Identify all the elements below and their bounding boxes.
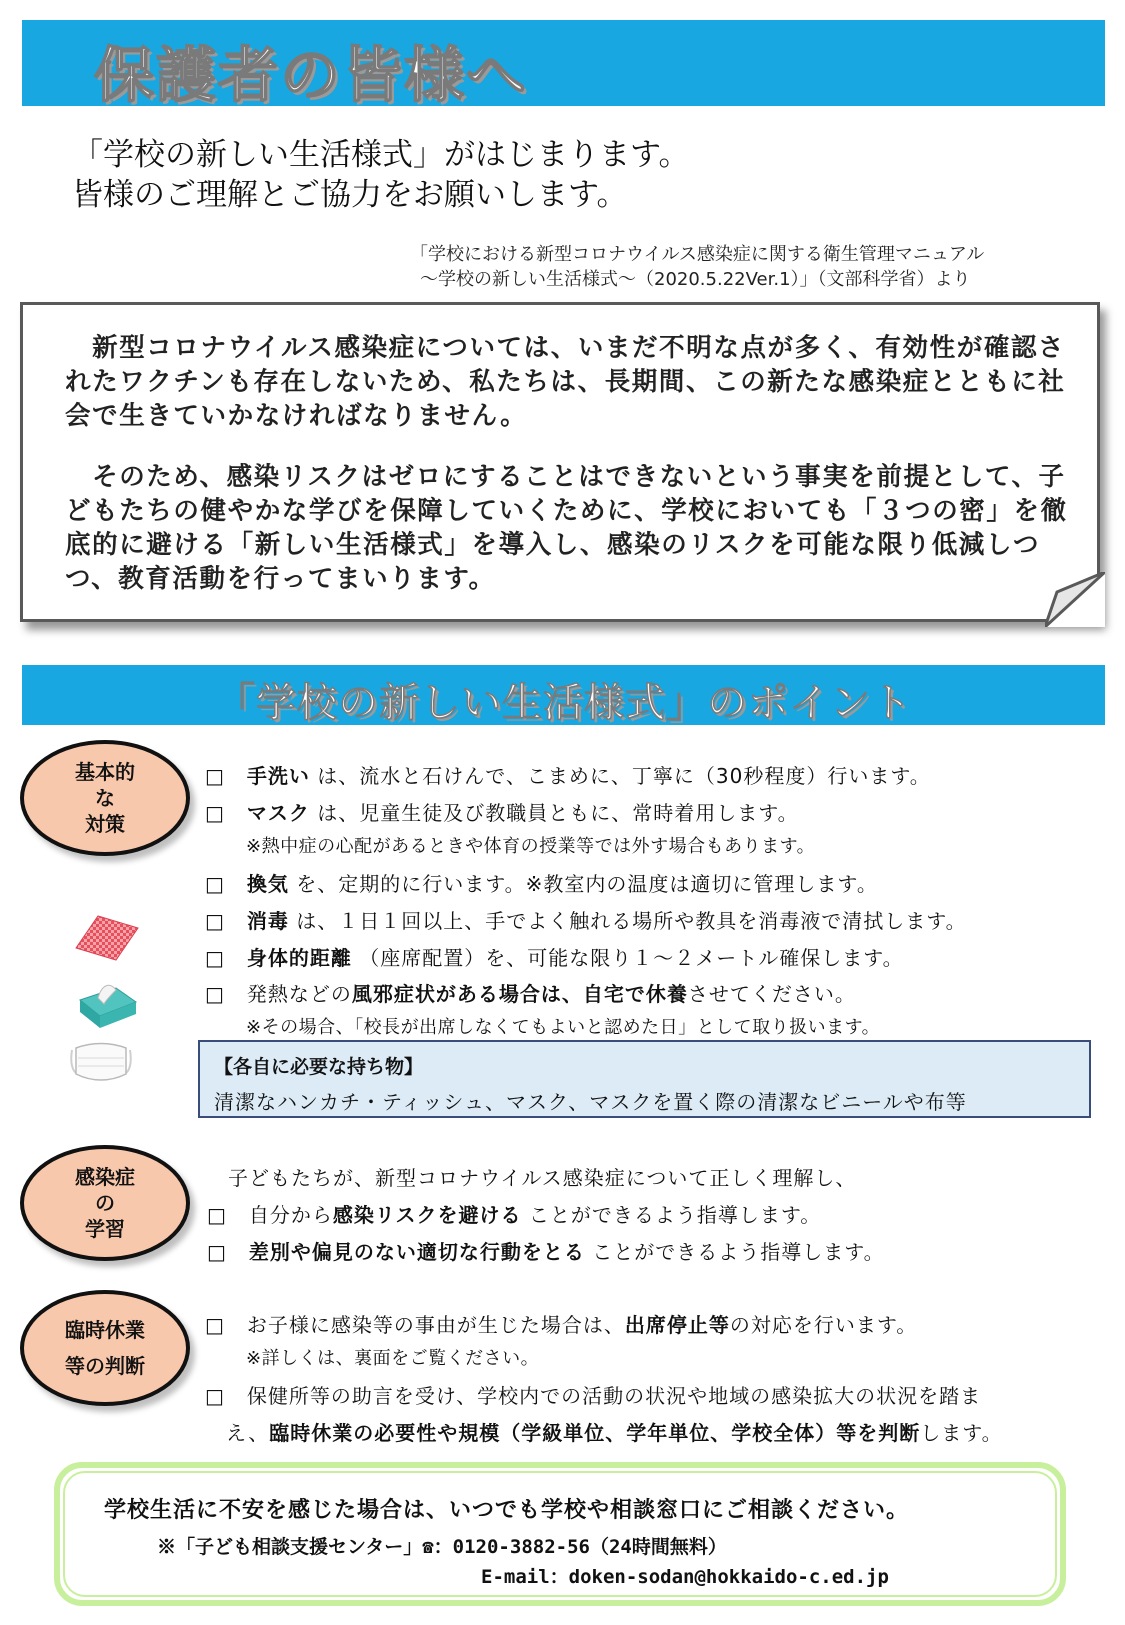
contact-phone: ※「子ども相談支援センター」☎：0120-3882-56（24時間無料） xyxy=(157,1536,727,1558)
required-items-box xyxy=(198,1040,1091,1118)
checkbox-icon: □ xyxy=(205,1384,225,1408)
contact-email: E-mail：doken-sodan@hokkaido-c.ed.jp xyxy=(481,1566,889,1588)
header-banner xyxy=(22,20,1105,111)
points-title: 「学校の新しい生活様式」のポイント xyxy=(215,680,912,726)
closure-item-2: □ 保健所等の助言を受け、学校内での活動の状況や地域の感染拡大の状況を踏ま xyxy=(205,1384,982,1408)
disinfection-item: □ 消毒 は、１日１回以上、手でよく触れる場所や教具を消毒液で清拭します。 xyxy=(205,909,967,933)
contact-message: 学校生活に不安を感じた場合は、いつでも学校や相談窓口にご相談ください。 xyxy=(104,1498,910,1523)
checkbox-icon: □ xyxy=(205,1313,225,1337)
points-banner xyxy=(22,665,1105,725)
page-curl-icon xyxy=(1045,572,1105,627)
basic-measures-label: 基本的 な 対策 xyxy=(20,740,190,856)
closure-item-1: □ お子様に感染等の事由が生じた場合は、出席停止等の対応を行います。 xyxy=(205,1313,918,1337)
tissue-box-icon xyxy=(76,978,140,1030)
checkbox-icon: □ xyxy=(207,1203,227,1227)
fever-item: □ 発熱などの風邪症状がある場合は、自宅で休養させてください。 xyxy=(205,982,856,1006)
ventilation-item: □ 換気 を、定期的に行います。※教室内の温度は適切に管理します。 xyxy=(205,872,878,896)
message-box xyxy=(20,302,1100,622)
checkbox-icon: □ xyxy=(205,764,225,788)
closure-note: ※詳しくは、裏面をご覧ください。 xyxy=(246,1348,540,1369)
message-paragraph-2: そのため、感染リスクはゼロにすることはできないという事実を前提として、子どもたちの健やかな学びを保障していくために、学校においても「３つの密」を徹底的に避ける「新しい生活様式」を導入し、感染のリスクを可能な限り低減しつつ、教育活動を行ってまいります。 xyxy=(65,462,1068,594)
learning-intro: 子どもたちが、新型コロナウイルス感染症について正しく理解し、 xyxy=(228,1166,857,1190)
handkerchief-icon xyxy=(72,912,142,964)
message-paragraph-1: 新型コロナウイルス感染症については、いまだ不明な点が多く、有効性が確認されたワクチンも存在しないため、私たちは、長期間、この新たな感染症とともに社会で生きていかなければなりません。 xyxy=(65,333,1066,431)
checkbox-icon: □ xyxy=(205,872,225,896)
checkbox-icon: □ xyxy=(205,946,225,970)
mask-item: □ マスク は、児童生徒及び教職員ともに、常時着用します。 xyxy=(205,801,799,825)
fever-note: ※その場合、「校長が出席しなくてもよいと認めた日」として取り扱います。 xyxy=(246,1017,881,1038)
learning-item-1: □ 自分から感染リスクを避ける ことができるよう指導します。 xyxy=(207,1203,822,1227)
required-items-title: 【各自に必要な持ち物】 xyxy=(214,1056,424,1078)
checkbox-icon: □ xyxy=(205,982,225,1006)
page-title: 保護者の皆様へ xyxy=(94,41,528,111)
checkbox-icon: □ xyxy=(207,1240,227,1264)
checkbox-icon: □ xyxy=(205,801,225,825)
intro-line-2: 皆様のご理解とご協力をお願いします。 xyxy=(72,177,628,213)
source-line-2: ～学校の新しい生活様式～（2020.5.22Ver.1）」（文部科学省）より xyxy=(420,269,971,290)
mask-note: ※熱中症の心配があるときや体育の授業等では外す場合もあります。 xyxy=(246,836,816,857)
closure-item-2-continued: え、臨時休業の必要性や規模（学級単位、学年単位、学校全体）等を判断します。 xyxy=(226,1421,1003,1445)
learning-item-2: □ 差別や偏見のない適切な行動をとる ことができるよう指導します。 xyxy=(207,1240,885,1264)
intro-line-1: 「学校の新しい生活様式」がはじまります。 xyxy=(72,137,690,173)
source-line-1: 「学校における新型コロナウイルス感染症に関する衛生管理マニュアル xyxy=(410,244,985,265)
handwashing-item: □ 手洗い は、流水と石けんで、こまめに、丁寧に（30秒程度）行います。 xyxy=(205,764,931,788)
mask-icon xyxy=(68,1040,134,1086)
required-items-content: 清潔なハンカチ・ティッシュ、マスク、マスクを置く際の清潔なビニールや布等 xyxy=(214,1090,967,1114)
temporary-closure-label: 臨時休業 等の判断 xyxy=(20,1290,190,1406)
infection-learning-label: 感染症 の 学習 xyxy=(20,1145,190,1261)
distance-item: □ 身体的距離 （座席配置）を、可能な限り１～２メートル確保します。 xyxy=(205,946,904,970)
checkbox-icon: □ xyxy=(205,909,225,933)
